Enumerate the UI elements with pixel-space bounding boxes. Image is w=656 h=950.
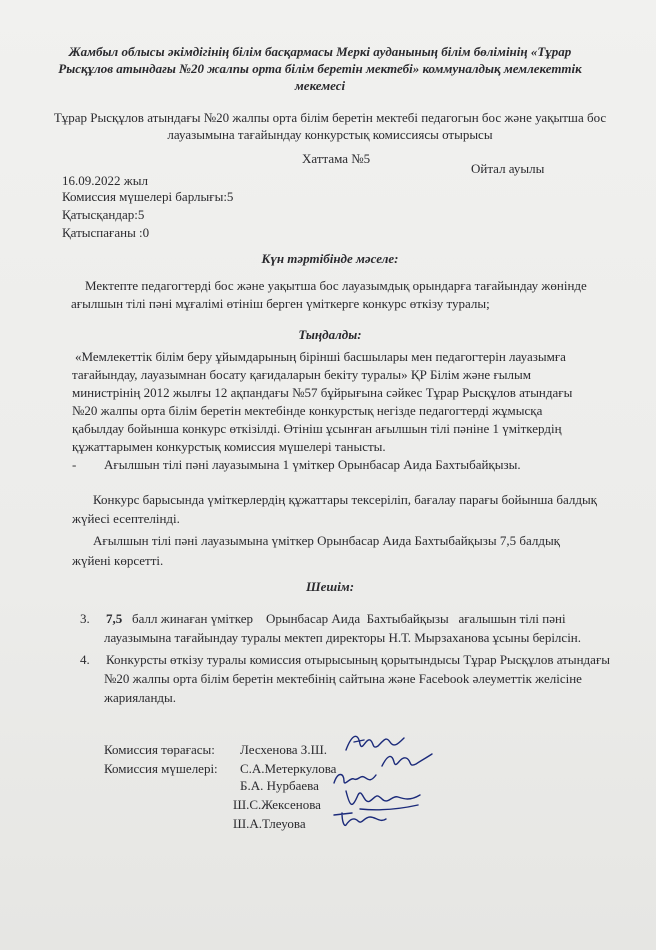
member-name: С.А.Метеркулова (240, 761, 337, 776)
members-label: Комиссия мүшелері: (104, 761, 218, 776)
member-name: Ш.А.Тлеуова (233, 816, 306, 831)
header-line-2: Рысқұлов атындағы №20 жалпы орта білім беретін мектебі» коммуналдық мемлекеттік (58, 61, 582, 76)
listened-line-3: министрінің 2012 жылғы 12 ақпандағы №57 бұйрығына сәйкес Тұрар Рысқұлов атындағы (72, 385, 573, 400)
listened-line-1: «Мемлекеттік білім беру ұйымдарының бірінші басшылары мен педагогтерін лауазымға (75, 349, 566, 364)
decision-heading: Шешім: (305, 579, 355, 594)
contest-line-1: Конкурс барысында үміткерлердің құжаттары тексеріліп, бағалау парағы бойынша балдық (93, 492, 597, 507)
listened-line-5: қабылдау бойынша конкурс өткізілді. Өтініш ұсынған ағылшын тілі пәніне 1 үміткердің (72, 421, 562, 436)
decision-item-3-score: 7,5 (106, 611, 123, 626)
absent-count: Қатыспағаны :0 (62, 225, 150, 240)
header-line-3: мекемесі (294, 78, 346, 93)
listened-bullet: Ағылшын тілі пәні лауазымына 1 үміткер Орынбасар Аида Бахтыбайқызы. (104, 457, 521, 472)
decision-item-3-number: 3. (80, 611, 90, 626)
subject-line-2: лауазымына тағайындау конкурстық комиссиясы отырысы (167, 127, 493, 142)
listened-line-4: №20 жалпы орта білім беретін мектебінде конкурстық негізде педагогтерді жұмысқа (72, 403, 543, 418)
decision-item-3-line-2: лауазымына тағайындау туралы мектеп директоры Н.Т. Мырзаханова ұсыны берілсін. (104, 630, 582, 645)
decision-item-4-text: Конкурсты өткізу туралы комиссия отырысының қорытындысы Тұрар Рысқұлов атындағы (106, 652, 611, 667)
score-line-1: Ағылшын тілі пәні лауазымына үміткер Орынбасар Аида Бахтыбайқызы 7,5 балдық (93, 533, 560, 548)
members-total: Комиссия мүшелері барлығы:5 (62, 189, 234, 204)
decision-item-4-line-2: №20 жалпы орта білім беретін мектебінің сайтына және Facebook әлеуметтік желісіне (104, 671, 582, 686)
decision-item-4-line-3: жарияланды. (104, 690, 177, 705)
member-name: Б.А. Нурбаева (240, 778, 319, 793)
listened-bullet-marker: - (72, 457, 77, 472)
decision-item-3-text: балл жинаған үміткер Орынбасар Аида Бахтыбайқызы ағалышын тілі пәні (122, 611, 566, 626)
chair-name: Лесхенова З.Ш. (240, 742, 327, 757)
subject-line-1: Тұрар Рысқұлов атындағы №20 жалпы орта білім беретін мектебі педагогын бос және уақытша бос (53, 110, 607, 125)
listened-line-6: құжаттарымен конкурстық комиссия мүшелері танысты. (72, 439, 386, 454)
chair-label: Комиссия төрағасы: (104, 742, 215, 757)
agenda-heading: Күн тәртібінде мәселе: (261, 251, 399, 266)
member-name: Ш.С.Жексенова (233, 797, 321, 812)
listened-line-2: тағайындау, лауазымнан босату қағидаларын бекіту туралы» ҚР Білім және ғылым (72, 367, 531, 382)
member-signature (330, 805, 390, 831)
listened-heading: Тыңдалды: (298, 327, 362, 342)
agenda-line-2: ағылшын тілі пәні мұғалімі өтініш берген үміткерге конкурс өткізу туралы; (71, 296, 490, 311)
protocol-title: Хаттама №5 (302, 151, 371, 166)
agenda-line-1: Мектепте педагогтерді бос және уақытша бос лауазымдық орындарға тағайындау жөнінде (85, 278, 587, 293)
decision-item-4 (80, 651, 610, 668)
contest-line-2: жүйесі есептелінді. (72, 511, 180, 526)
present-count: Қатысқандар:5 (62, 207, 145, 222)
decision-item-4-number: 4. (80, 652, 90, 667)
date: 16.09.2022 жыл (62, 173, 148, 188)
decision-item-3 (80, 610, 566, 627)
score-line-2: жүйені көрсетті. (72, 553, 164, 568)
header-line-1: Жамбыл облысы әкімдігінің білім басқармасы Меркі ауданының білім бөлімінің «Тұрар (68, 44, 572, 59)
member-signature (378, 748, 438, 774)
place: Ойтал ауылы (471, 161, 545, 176)
